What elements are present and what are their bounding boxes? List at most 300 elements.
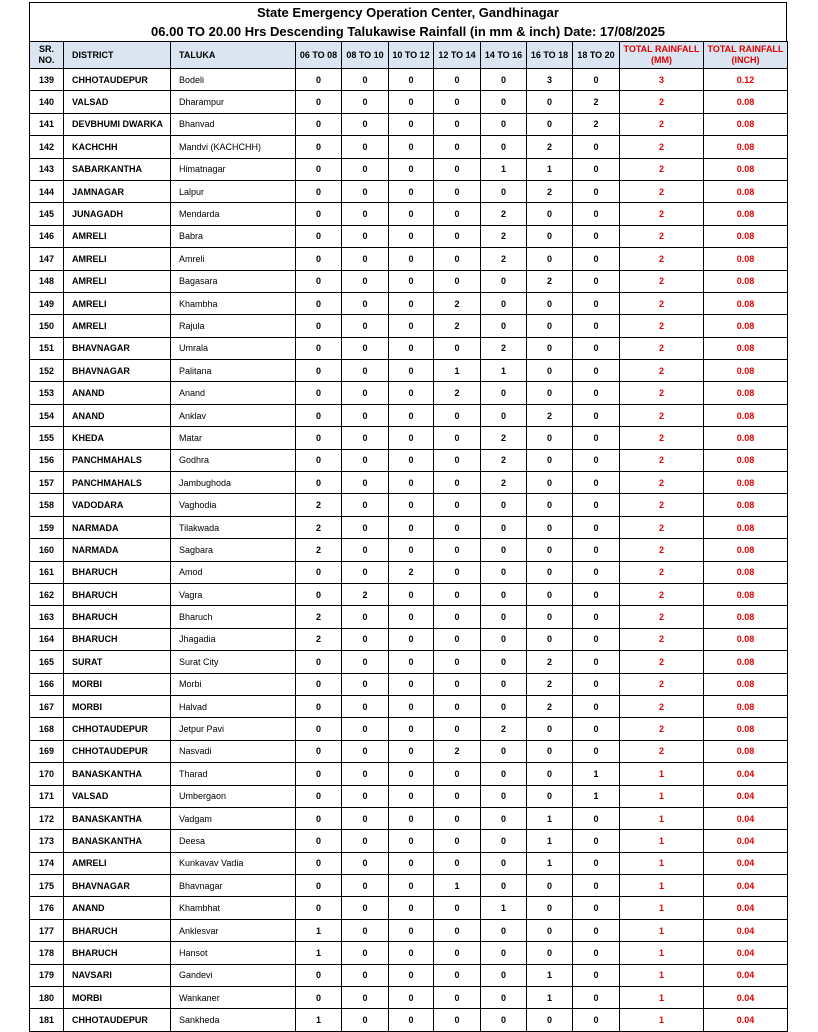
row-taluka: Bodeli xyxy=(171,69,296,91)
row-slot-7: 0 xyxy=(573,449,620,471)
row-sr-no: 139 xyxy=(30,69,64,91)
row-sr-no: 152 xyxy=(30,360,64,382)
row-slot-2: 0 xyxy=(342,606,389,628)
row-total-inch: 0.08 xyxy=(704,180,788,202)
row-sr-no: 176 xyxy=(30,897,64,919)
row-total-mm: 2 xyxy=(620,180,704,202)
table-row xyxy=(30,427,788,449)
row-total-inch: 0.08 xyxy=(704,248,788,270)
row-district: BANASKANTHA xyxy=(64,830,171,852)
row-slot-4: 0 xyxy=(434,964,481,986)
table-row xyxy=(30,180,788,202)
row-total-inch: 0.08 xyxy=(704,427,788,449)
row-total-inch: 0.08 xyxy=(704,404,788,426)
row-total-inch: 0.08 xyxy=(704,449,788,471)
row-total-mm: 1 xyxy=(620,919,704,941)
row-slot-6: 0 xyxy=(527,516,573,538)
table-row xyxy=(30,270,788,292)
row-slot-7: 0 xyxy=(573,942,620,964)
row-slot-5: 0 xyxy=(481,292,527,314)
row-total-mm: 2 xyxy=(620,158,704,180)
row-slot-2: 2 xyxy=(342,583,389,605)
row-slot-7: 0 xyxy=(573,718,620,740)
table-row xyxy=(30,315,788,337)
row-slot-2: 0 xyxy=(342,987,389,1009)
row-taluka: Amreli xyxy=(171,248,296,270)
row-total-mm: 2 xyxy=(620,539,704,561)
row-district: JUNAGADH xyxy=(64,203,171,225)
row-total-inch: 0.08 xyxy=(704,337,788,359)
row-slot-6: 0 xyxy=(527,628,573,650)
row-slot-7: 0 xyxy=(573,673,620,695)
col-slot-2: 08 TO 10 xyxy=(342,42,389,69)
table-row xyxy=(30,337,788,359)
row-district: BANASKANTHA xyxy=(64,807,171,829)
row-slot-2: 0 xyxy=(342,718,389,740)
row-total-inch: 0.08 xyxy=(704,91,788,113)
row-total-inch: 0.04 xyxy=(704,919,788,941)
row-total-inch: 0.08 xyxy=(704,516,788,538)
row-total-mm: 1 xyxy=(620,942,704,964)
col-taluka: TALUKA xyxy=(171,42,296,69)
row-district: CHHOTAUDEPUR xyxy=(64,740,171,762)
row-slot-1: 0 xyxy=(296,203,342,225)
row-slot-6: 2 xyxy=(527,404,573,426)
row-taluka: Nasvadi xyxy=(171,740,296,762)
row-total-mm: 2 xyxy=(620,360,704,382)
row-slot-5: 0 xyxy=(481,539,527,561)
row-sr-no: 145 xyxy=(30,203,64,225)
row-district: BHARUCH xyxy=(64,919,171,941)
row-slot-6: 2 xyxy=(527,695,573,717)
row-slot-4: 0 xyxy=(434,942,481,964)
row-district: KACHCHH xyxy=(64,136,171,158)
row-slot-2: 0 xyxy=(342,113,389,135)
row-total-inch: 0.08 xyxy=(704,628,788,650)
row-slot-7: 2 xyxy=(573,113,620,135)
row-total-mm: 2 xyxy=(620,561,704,583)
row-district: VALSAD xyxy=(64,785,171,807)
row-slot-2: 0 xyxy=(342,315,389,337)
col-slot-1: 06 TO 08 xyxy=(296,42,342,69)
row-total-inch: 0.04 xyxy=(704,875,788,897)
row-sr-no: 149 xyxy=(30,292,64,314)
row-slot-5: 0 xyxy=(481,270,527,292)
row-slot-3: 0 xyxy=(389,718,434,740)
row-total-mm: 1 xyxy=(620,964,704,986)
row-total-mm: 2 xyxy=(620,203,704,225)
row-slot-2: 0 xyxy=(342,785,389,807)
row-total-mm: 1 xyxy=(620,987,704,1009)
row-slot-1: 0 xyxy=(296,69,342,91)
row-sr-no: 180 xyxy=(30,987,64,1009)
row-slot-6: 2 xyxy=(527,651,573,673)
row-slot-1: 0 xyxy=(296,695,342,717)
row-slot-5: 0 xyxy=(481,1009,527,1031)
row-slot-2: 0 xyxy=(342,158,389,180)
row-slot-4: 0 xyxy=(434,404,481,426)
row-slot-7: 0 xyxy=(573,270,620,292)
row-slot-7: 0 xyxy=(573,539,620,561)
row-slot-2: 0 xyxy=(342,472,389,494)
row-total-mm: 1 xyxy=(620,875,704,897)
row-total-mm: 2 xyxy=(620,472,704,494)
row-slot-3: 0 xyxy=(389,225,434,247)
row-total-mm: 2 xyxy=(620,449,704,471)
row-sr-no: 140 xyxy=(30,91,64,113)
row-taluka: Deesa xyxy=(171,830,296,852)
row-slot-1: 1 xyxy=(296,1009,342,1031)
row-slot-7: 0 xyxy=(573,1009,620,1031)
row-slot-4: 0 xyxy=(434,695,481,717)
row-sr-no: 142 xyxy=(30,136,64,158)
row-slot-5: 0 xyxy=(481,136,527,158)
row-taluka: Anand xyxy=(171,382,296,404)
row-slot-7: 0 xyxy=(573,651,620,673)
row-slot-3: 0 xyxy=(389,91,434,113)
row-district: NAVSARI xyxy=(64,964,171,986)
row-slot-6: 1 xyxy=(527,830,573,852)
row-slot-4: 0 xyxy=(434,180,481,202)
row-total-inch: 0.08 xyxy=(704,740,788,762)
row-district: ANAND xyxy=(64,382,171,404)
row-slot-3: 0 xyxy=(389,830,434,852)
row-slot-2: 0 xyxy=(342,248,389,270)
row-taluka: Kunkavav Vadia xyxy=(171,852,296,874)
table-row xyxy=(30,718,788,740)
report-title: State Emergency Operation Center, Gandhinagar xyxy=(257,5,559,20)
row-slot-2: 0 xyxy=(342,561,389,583)
row-slot-1: 0 xyxy=(296,583,342,605)
table-row xyxy=(30,158,788,180)
row-sr-no: 158 xyxy=(30,494,64,516)
row-slot-6: 0 xyxy=(527,248,573,270)
row-taluka: Vagra xyxy=(171,583,296,605)
table-row xyxy=(30,561,788,583)
row-slot-7: 0 xyxy=(573,337,620,359)
row-slot-3: 0 xyxy=(389,987,434,1009)
row-slot-2: 0 xyxy=(342,203,389,225)
row-district: PANCHMAHALS xyxy=(64,449,171,471)
row-slot-1: 0 xyxy=(296,763,342,785)
row-total-mm: 2 xyxy=(620,516,704,538)
row-slot-1: 0 xyxy=(296,785,342,807)
row-total-inch: 0.08 xyxy=(704,136,788,158)
row-slot-1: 0 xyxy=(296,337,342,359)
row-district: KHEDA xyxy=(64,427,171,449)
row-slot-6: 0 xyxy=(527,583,573,605)
row-slot-3: 0 xyxy=(389,516,434,538)
row-slot-5: 0 xyxy=(481,561,527,583)
row-slot-3: 0 xyxy=(389,449,434,471)
row-slot-2: 0 xyxy=(342,919,389,941)
row-taluka: Palitana xyxy=(171,360,296,382)
row-taluka: Amod xyxy=(171,561,296,583)
row-slot-3: 0 xyxy=(389,964,434,986)
row-slot-5: 2 xyxy=(481,337,527,359)
row-slot-7: 0 xyxy=(573,875,620,897)
row-district: CHHOTAUDEPUR xyxy=(64,718,171,740)
row-slot-4: 0 xyxy=(434,628,481,650)
row-total-mm: 1 xyxy=(620,807,704,829)
row-slot-3: 0 xyxy=(389,628,434,650)
row-slot-6: 0 xyxy=(527,875,573,897)
row-slot-4: 2 xyxy=(434,292,481,314)
row-taluka: Mendarda xyxy=(171,203,296,225)
row-taluka: Anklesvar xyxy=(171,919,296,941)
row-slot-4: 0 xyxy=(434,785,481,807)
table-row xyxy=(30,740,788,762)
row-slot-5: 0 xyxy=(481,763,527,785)
table-row xyxy=(30,897,788,919)
row-sr-no: 175 xyxy=(30,875,64,897)
row-sr-no: 177 xyxy=(30,919,64,941)
row-slot-5: 0 xyxy=(481,628,527,650)
row-slot-7: 0 xyxy=(573,695,620,717)
row-slot-6: 0 xyxy=(527,337,573,359)
row-slot-3: 0 xyxy=(389,539,434,561)
row-slot-5: 0 xyxy=(481,807,527,829)
row-slot-2: 0 xyxy=(342,136,389,158)
row-district: AMRELI xyxy=(64,292,171,314)
row-slot-7: 0 xyxy=(573,292,620,314)
row-sr-no: 150 xyxy=(30,315,64,337)
row-slot-7: 0 xyxy=(573,248,620,270)
row-slot-3: 0 xyxy=(389,785,434,807)
row-district: AMRELI xyxy=(64,315,171,337)
row-sr-no: 144 xyxy=(30,180,64,202)
row-slot-4: 0 xyxy=(434,606,481,628)
table-row xyxy=(30,628,788,650)
row-slot-5: 0 xyxy=(481,382,527,404)
row-total-inch: 0.12 xyxy=(704,69,788,91)
row-slot-2: 0 xyxy=(342,360,389,382)
row-total-inch: 0.08 xyxy=(704,539,788,561)
row-slot-6: 0 xyxy=(527,494,573,516)
row-slot-5: 2 xyxy=(481,472,527,494)
row-sr-no: 173 xyxy=(30,830,64,852)
row-total-mm: 2 xyxy=(620,136,704,158)
row-slot-6: 0 xyxy=(527,919,573,941)
row-sr-no: 147 xyxy=(30,248,64,270)
row-slot-3: 0 xyxy=(389,113,434,135)
row-slot-1: 0 xyxy=(296,404,342,426)
table-row xyxy=(30,404,788,426)
row-slot-4: 0 xyxy=(434,449,481,471)
row-sr-no: 171 xyxy=(30,785,64,807)
row-slot-1: 0 xyxy=(296,651,342,673)
table-body xyxy=(30,69,788,1032)
row-slot-6: 0 xyxy=(527,1009,573,1031)
row-slot-1: 2 xyxy=(296,494,342,516)
row-total-inch: 0.08 xyxy=(704,651,788,673)
row-slot-1: 0 xyxy=(296,180,342,202)
row-district: MORBI xyxy=(64,673,171,695)
row-total-inch: 0.04 xyxy=(704,807,788,829)
row-total-inch: 0.08 xyxy=(704,606,788,628)
row-sr-no: 181 xyxy=(30,1009,64,1031)
row-slot-1: 0 xyxy=(296,427,342,449)
row-total-inch: 0.08 xyxy=(704,158,788,180)
row-slot-2: 0 xyxy=(342,695,389,717)
row-slot-7: 2 xyxy=(573,91,620,113)
row-slot-4: 0 xyxy=(434,673,481,695)
row-district: VALSAD xyxy=(64,91,171,113)
row-slot-4: 0 xyxy=(434,897,481,919)
row-slot-4: 0 xyxy=(434,539,481,561)
row-slot-4: 0 xyxy=(434,158,481,180)
row-total-mm: 1 xyxy=(620,763,704,785)
row-slot-5: 2 xyxy=(481,718,527,740)
row-slot-6: 0 xyxy=(527,785,573,807)
row-total-inch: 0.08 xyxy=(704,382,788,404)
row-taluka: Wankaner xyxy=(171,987,296,1009)
row-slot-4: 0 xyxy=(434,337,481,359)
row-slot-6: 1 xyxy=(527,852,573,874)
row-slot-6: 2 xyxy=(527,180,573,202)
row-slot-4: 0 xyxy=(434,472,481,494)
row-slot-1: 1 xyxy=(296,942,342,964)
row-slot-3: 0 xyxy=(389,1009,434,1031)
row-sr-no: 161 xyxy=(30,561,64,583)
row-slot-1: 0 xyxy=(296,225,342,247)
row-slot-1: 2 xyxy=(296,628,342,650)
row-slot-1: 0 xyxy=(296,292,342,314)
row-slot-6: 0 xyxy=(527,449,573,471)
row-total-inch: 0.04 xyxy=(704,964,788,986)
row-taluka: Jetpur Pavi xyxy=(171,718,296,740)
row-slot-5: 0 xyxy=(481,404,527,426)
row-taluka: Gandevi xyxy=(171,964,296,986)
row-slot-3: 0 xyxy=(389,852,434,874)
row-slot-5: 0 xyxy=(481,695,527,717)
row-district: NARMADA xyxy=(64,539,171,561)
row-slot-2: 0 xyxy=(342,942,389,964)
row-sr-no: 143 xyxy=(30,158,64,180)
row-slot-3: 0 xyxy=(389,583,434,605)
row-taluka: Tharad xyxy=(171,763,296,785)
row-sr-no: 165 xyxy=(30,651,64,673)
table-row xyxy=(30,113,788,135)
row-sr-no: 170 xyxy=(30,763,64,785)
table-row xyxy=(30,942,788,964)
row-district: VADODARA xyxy=(64,494,171,516)
row-sr-no: 146 xyxy=(30,225,64,247)
row-slot-2: 0 xyxy=(342,740,389,762)
row-total-mm: 2 xyxy=(620,606,704,628)
row-slot-2: 0 xyxy=(342,830,389,852)
row-total-mm: 2 xyxy=(620,718,704,740)
row-total-mm: 2 xyxy=(620,673,704,695)
row-slot-4: 0 xyxy=(434,830,481,852)
row-taluka: Bharuch xyxy=(171,606,296,628)
row-taluka: Jambughoda xyxy=(171,472,296,494)
col-sr-no: SR. NO. xyxy=(30,42,64,69)
row-slot-2: 0 xyxy=(342,91,389,113)
row-slot-3: 0 xyxy=(389,69,434,91)
row-district: MORBI xyxy=(64,987,171,1009)
table-row xyxy=(30,875,788,897)
row-slot-3: 0 xyxy=(389,404,434,426)
row-district: JAMNAGAR xyxy=(64,180,171,202)
row-taluka: Babra xyxy=(171,225,296,247)
row-total-inch: 0.04 xyxy=(704,852,788,874)
row-slot-6: 0 xyxy=(527,718,573,740)
row-slot-5: 0 xyxy=(481,987,527,1009)
row-total-inch: 0.04 xyxy=(704,830,788,852)
row-district: SURAT xyxy=(64,651,171,673)
row-slot-5: 0 xyxy=(481,875,527,897)
row-total-mm: 1 xyxy=(620,830,704,852)
row-district: AMRELI xyxy=(64,248,171,270)
row-slot-6: 0 xyxy=(527,315,573,337)
row-slot-6: 0 xyxy=(527,292,573,314)
row-slot-2: 0 xyxy=(342,69,389,91)
row-sr-no: 156 xyxy=(30,449,64,471)
row-slot-1: 0 xyxy=(296,449,342,471)
row-district: NARMADA xyxy=(64,516,171,538)
row-slot-7: 0 xyxy=(573,158,620,180)
row-taluka: Morbi xyxy=(171,673,296,695)
row-slot-7: 0 xyxy=(573,225,620,247)
row-slot-2: 0 xyxy=(342,673,389,695)
row-slot-7: 0 xyxy=(573,472,620,494)
row-slot-7: 0 xyxy=(573,382,620,404)
row-sr-no: 151 xyxy=(30,337,64,359)
row-slot-7: 0 xyxy=(573,516,620,538)
row-slot-5: 0 xyxy=(481,113,527,135)
row-slot-1: 0 xyxy=(296,113,342,135)
row-slot-4: 0 xyxy=(434,248,481,270)
row-slot-4: 0 xyxy=(434,69,481,91)
row-slot-6: 0 xyxy=(527,91,573,113)
table-row xyxy=(30,539,788,561)
row-slot-7: 0 xyxy=(573,494,620,516)
row-slot-2: 0 xyxy=(342,427,389,449)
rainfall-table xyxy=(29,41,788,1032)
row-total-inch: 0.04 xyxy=(704,1009,788,1031)
row-slot-3: 0 xyxy=(389,472,434,494)
row-taluka: Sankheda xyxy=(171,1009,296,1031)
row-total-mm: 2 xyxy=(620,248,704,270)
row-taluka: Dharampur xyxy=(171,91,296,113)
row-taluka: Vadgam xyxy=(171,807,296,829)
table-row xyxy=(30,136,788,158)
row-district: BHARUCH xyxy=(64,606,171,628)
row-slot-1: 0 xyxy=(296,875,342,897)
row-slot-3: 0 xyxy=(389,897,434,919)
row-slot-6: 0 xyxy=(527,203,573,225)
row-sr-no: 179 xyxy=(30,964,64,986)
row-slot-1: 1 xyxy=(296,919,342,941)
row-slot-4: 2 xyxy=(434,740,481,762)
row-district: AMRELI xyxy=(64,225,171,247)
row-taluka: Khambha xyxy=(171,292,296,314)
row-slot-1: 0 xyxy=(296,852,342,874)
row-slot-5: 0 xyxy=(481,494,527,516)
table-row xyxy=(30,225,788,247)
row-total-inch: 0.08 xyxy=(704,583,788,605)
col-slot-5: 14 TO 16 xyxy=(481,42,527,69)
row-slot-2: 0 xyxy=(342,225,389,247)
row-slot-4: 1 xyxy=(434,875,481,897)
row-taluka: Rajula xyxy=(171,315,296,337)
row-slot-7: 0 xyxy=(573,964,620,986)
table-row xyxy=(30,807,788,829)
row-taluka: Khambhat xyxy=(171,897,296,919)
row-slot-5: 1 xyxy=(481,360,527,382)
row-district: BHARUCH xyxy=(64,561,171,583)
